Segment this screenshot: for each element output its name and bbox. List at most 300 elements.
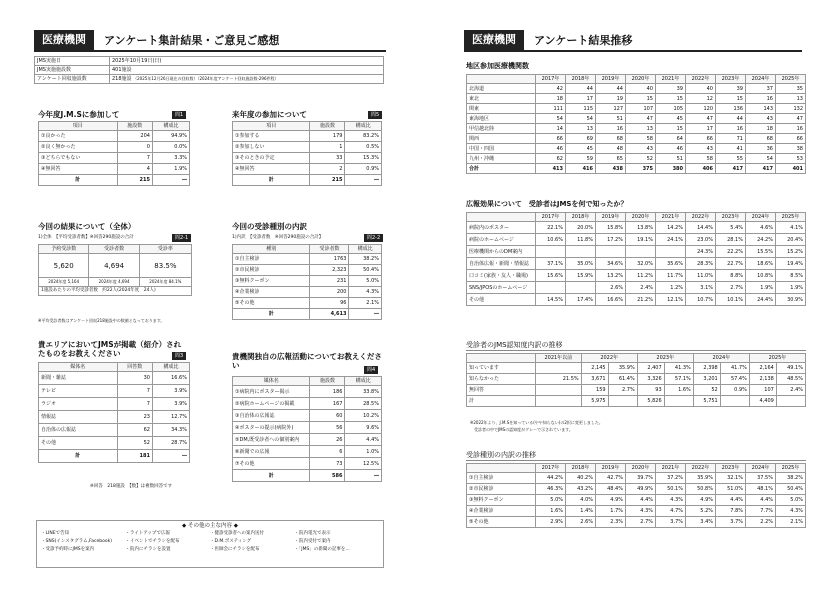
row-value: 8.5% [776, 270, 806, 282]
row-value: 37.5% [746, 473, 776, 484]
row-value: 48.4% [596, 484, 626, 495]
row-value: 15 [626, 94, 656, 104]
row-value: 3,326 [637, 374, 664, 385]
table-row [467, 363, 806, 374]
row-value: 44 [716, 114, 746, 124]
table-row [39, 424, 190, 437]
row-value: 2.4% [776, 385, 805, 396]
row-value: 28.3% [686, 258, 716, 270]
row-label: 無回答 [467, 385, 536, 396]
table-row [233, 153, 382, 164]
row-value: 14 [536, 124, 566, 134]
row-value: 61.4% [608, 374, 637, 385]
row-value: 14.4% [686, 222, 716, 234]
table-row [467, 282, 806, 294]
row-value: 1.9% [152, 164, 189, 175]
row-value: 15.9% [566, 270, 596, 282]
row-label: 計 [467, 396, 536, 407]
row-value: 186 [310, 386, 345, 398]
row-value: 46 [656, 144, 686, 154]
row-value: 4,613 [310, 309, 349, 320]
col-header: 受診者数 [89, 245, 139, 254]
year-header: 2022年 [686, 213, 716, 222]
q3-badge: 問3 [172, 352, 186, 360]
row-value: 38.2% [776, 473, 806, 484]
row-value: 5,751 [693, 396, 720, 407]
table-row [467, 154, 806, 164]
row-value: 13 [776, 94, 806, 104]
other-item: ・イベントでチラシを配布 [125, 539, 180, 544]
row-value: 120 [686, 104, 716, 114]
row-label: ①病院内にポスター掲示 [233, 386, 310, 398]
row-value: 49.1% [776, 363, 805, 374]
table-row [467, 258, 806, 270]
other-item: ・院内にチラシを設置 [125, 547, 171, 552]
row-value: 50.8% [686, 484, 716, 495]
q1-title: 今年度J.M.Sに参加して [38, 110, 120, 119]
row-value: 24.3% [686, 246, 716, 258]
other-item: ・院内受付で案内 [294, 539, 331, 544]
table-row [39, 450, 190, 463]
col-header: 媒体名 [233, 377, 310, 386]
header-tag: 医療機関 [34, 30, 94, 50]
row-value: 54 [566, 114, 596, 124]
row-value: 18 [746, 124, 776, 134]
row-value: 4.9% [686, 495, 716, 506]
row-value: 51.0% [716, 484, 746, 495]
row-value [536, 282, 566, 294]
table-row [39, 164, 190, 175]
other-item: ・D.M.ポスティング [210, 539, 252, 544]
year-header: 2022年 [581, 354, 637, 363]
row-value [536, 246, 566, 258]
table-header-row [233, 377, 382, 386]
row-value: 401 [776, 164, 806, 174]
table-row [467, 517, 806, 528]
table-row [233, 287, 382, 298]
q1-table [38, 121, 190, 186]
row-value: 44.2% [536, 473, 566, 484]
row-value: 181 [117, 450, 152, 463]
table-row [233, 175, 382, 186]
year-header: 2019年 [596, 75, 626, 84]
row-value [536, 363, 582, 374]
info-label: JMS実施日 [35, 57, 110, 66]
q2-1-subtitle: 1)全体 【平均受診者数】※回答290施設の合計 [38, 235, 134, 240]
row-value: 36 [746, 144, 776, 154]
row-value: 0 [117, 142, 152, 153]
row-value: 48.5% [776, 374, 805, 385]
col-header: 施設数 [310, 122, 345, 131]
table-row [467, 396, 806, 407]
row-value: 17.2% [596, 234, 626, 246]
year-header: 2023年 [716, 75, 746, 84]
row-value: 17.4% [566, 294, 596, 306]
table-row [233, 398, 382, 410]
row-label: ①良かった [39, 131, 118, 142]
row-label: ⑤DM,既受診者への個別案内 [233, 434, 310, 446]
row-value: 33.8% [345, 386, 382, 398]
row-value: 37.2% [656, 473, 686, 484]
q5-title: 来年度の参加について [232, 110, 307, 119]
year-header: 2023年 [716, 213, 746, 222]
row-value: 10.2% [345, 410, 382, 422]
row-value: 16.6% [152, 372, 189, 385]
row-value [566, 246, 596, 258]
row-value: 45 [566, 144, 596, 154]
row-value: 37 [746, 84, 776, 94]
row-value: 50.4% [776, 484, 806, 495]
row-value: 96 [310, 298, 349, 309]
table-row [233, 131, 382, 142]
row-value [656, 246, 686, 258]
row-value: 13 [566, 124, 596, 134]
row-label: 計 [233, 175, 310, 186]
row-value: 35.0% [566, 258, 596, 270]
row-value [608, 396, 637, 407]
row-value: 60 [310, 410, 345, 422]
row-value: 35.9% [686, 473, 716, 484]
row-value: 231 [310, 276, 349, 287]
row-value: 15 [656, 94, 686, 104]
row-label: ②市民検診 [467, 484, 536, 495]
other-item: ・健診受診者への案内送付 [210, 531, 264, 536]
table-row [39, 398, 190, 411]
row-value: 1.0% [345, 446, 382, 458]
row-value: 2,407 [637, 363, 664, 374]
table-row [233, 422, 382, 434]
year-header: 2020年 [626, 464, 656, 473]
row-label: 九州・沖縄 [467, 154, 536, 164]
jms-title: 受診者のJMS認知度内訳の推移 [466, 341, 806, 351]
row-value: ― [345, 470, 382, 482]
row-label: ②病院ホームページの掲載 [233, 398, 310, 410]
table-row [39, 131, 190, 142]
row-value: 64 [656, 134, 686, 144]
year-header: 2022年 [686, 464, 716, 473]
info-value-text: 218施設 [112, 76, 132, 82]
col-header: 受診率 [139, 245, 191, 254]
row-label: ④企業検診 [233, 287, 310, 298]
row-value: 93 [637, 385, 664, 396]
q4-table [232, 376, 382, 482]
info-value: 401施設 [110, 66, 384, 75]
row-value: 16 [746, 94, 776, 104]
row-value: 35 [776, 84, 806, 94]
row-value: 105 [656, 104, 686, 114]
row-value: 13.2% [596, 270, 626, 282]
table-row [467, 144, 806, 154]
row-label: ③自治体の広報誌 [233, 410, 310, 422]
row-label: 知っています [467, 363, 536, 374]
row-value: 2,138 [749, 374, 776, 385]
q2-2-title: 今回の受診種別の内訳 [232, 222, 307, 231]
row-value: 20.4% [776, 234, 806, 246]
row-value: 136 [716, 104, 746, 114]
year-header: 2021年以前 [536, 354, 582, 363]
row-value: 417 [746, 164, 776, 174]
row-value: 66 [536, 134, 566, 144]
row-value: 54 [746, 154, 776, 164]
table-header-row [467, 213, 806, 222]
col-header: 構成比 [345, 122, 382, 131]
row-value: 5,826 [637, 396, 664, 407]
other-item: ・院内電光で表示 [294, 531, 331, 536]
row-value: 417 [716, 164, 746, 174]
year-header: 2018年 [566, 464, 596, 473]
row-value: 19.4% [776, 258, 806, 270]
row-value: 1.2% [656, 282, 686, 294]
row-value: 2.7% [716, 282, 746, 294]
row-value: 2.3% [596, 517, 626, 528]
row-label: 口コミ(家族・友人・職場) [467, 270, 536, 282]
row-value: 39 [716, 84, 746, 94]
row-value: 10.1% [716, 294, 746, 306]
row-value: 2.7% [626, 517, 656, 528]
row-value: 5.4% [716, 222, 746, 234]
row-value: 127 [596, 104, 626, 114]
header-title: アンケート結果推移 [534, 34, 633, 47]
year-header: 2024年 [746, 213, 776, 222]
row-value: 21.5% [536, 374, 582, 385]
row-label: 北海道 [467, 84, 536, 94]
row-value: 179 [310, 131, 345, 142]
row-value: 49.9% [626, 484, 656, 495]
row-value: 62 [117, 424, 152, 437]
info-table [34, 56, 384, 84]
row-value: 37.1% [536, 258, 566, 270]
row-value: 12.7% [152, 411, 189, 424]
info-label: アンケート回収施設数 [35, 75, 110, 84]
q3-table [38, 362, 190, 463]
col-header: 媒体名 [39, 363, 118, 372]
row-value: 4.9% [596, 495, 626, 506]
left-header [34, 30, 386, 52]
row-label: 知らなかった [467, 374, 536, 385]
table-row [467, 114, 806, 124]
row-value: 2,398 [693, 363, 720, 374]
row-value: 1763 [310, 254, 349, 265]
q2-2-badge: 問2-2 [364, 234, 383, 242]
table-row [467, 374, 806, 385]
other-column [210, 530, 295, 554]
row-label: 東北 [467, 94, 536, 104]
row-value: 215 [310, 175, 345, 186]
row-value: 3.1% [686, 282, 716, 294]
row-value: 19 [596, 94, 626, 104]
row-value: 94.9% [152, 131, 189, 142]
row-label: ③無料クーポン [233, 276, 310, 287]
row-value [566, 282, 596, 294]
row-value: 8.8% [716, 270, 746, 282]
year-header: 2024年 [693, 354, 749, 363]
year-header: 2018年 [566, 75, 596, 84]
row-label: ②良く無かった [39, 142, 118, 153]
other-title: ◆ その他の主な内容 ◆ [182, 523, 238, 529]
row-value: 1.4% [566, 506, 596, 517]
info-label: JMS実施施設数 [35, 66, 110, 75]
row-value: 9.6% [345, 422, 382, 434]
row-value: 111 [536, 104, 566, 114]
row-value: 35.6% [656, 258, 686, 270]
row-value: 13 [626, 124, 656, 134]
table-row [467, 385, 806, 396]
row-value: 7 [117, 385, 152, 398]
row-value: 52 [626, 154, 656, 164]
row-value: 406 [686, 164, 716, 174]
table-row [467, 246, 806, 258]
row-label: 情報誌 [39, 411, 118, 424]
row-value: 380 [656, 164, 686, 174]
row-value: 42.7% [596, 473, 626, 484]
row-value: 2.2% [746, 517, 776, 528]
row-label: テレビ [39, 385, 118, 398]
row-value: 6 [310, 446, 345, 458]
other-column [126, 530, 211, 554]
right-page [420, 0, 840, 594]
table-row [467, 294, 806, 306]
jms-table [466, 353, 806, 407]
type-table [466, 463, 806, 528]
year-header: 2024年 [746, 75, 776, 84]
info-note: （2025年12月26日現在の回収数）（2024年度アンケート回収施設数-296件程） [133, 76, 279, 81]
row-value: 26 [310, 434, 345, 446]
row-value: 0.0% [152, 142, 189, 153]
corner-cell [467, 464, 536, 473]
row-value: 21.2% [626, 294, 656, 306]
row-label: ⑦その他 [233, 458, 310, 470]
table-row [467, 473, 806, 484]
compare-value: 2024年度 84.1% [139, 278, 191, 287]
row-value: 28.1% [716, 234, 746, 246]
row-value: 66 [776, 134, 806, 144]
row-label: ②市民検診 [233, 265, 310, 276]
row-value: 22.2% [716, 246, 746, 258]
avg-per-facility: 1施設あたりの平均受診者数 約22人(2024年度 24人) [39, 287, 192, 296]
other-column [295, 530, 380, 554]
row-value: 15.5% [746, 246, 776, 258]
row-value: 5,975 [581, 396, 608, 407]
row-value: 22.1% [536, 222, 566, 234]
row-value: 15.3% [345, 153, 382, 164]
table-row [467, 234, 806, 246]
row-value: 0.9% [345, 164, 382, 175]
other-item: ・受診予約時にJMSを案内 [41, 547, 95, 552]
row-label: ①自主検診 [233, 254, 310, 265]
year-header: 2022年 [686, 75, 716, 84]
row-value: 47 [776, 114, 806, 124]
row-value: 11.8% [566, 234, 596, 246]
row-value: 4.4% [746, 495, 776, 506]
table-row [233, 434, 382, 446]
row-value: 24.2% [746, 234, 776, 246]
compare-value: 2024年度 4,694 [89, 278, 139, 287]
row-value: 16 [716, 124, 746, 134]
table-row [39, 411, 190, 424]
header-tag: 医療機関 [464, 30, 524, 50]
right-header [464, 30, 802, 52]
table-row [233, 410, 382, 422]
row-value: 17 [686, 124, 716, 134]
table-row [39, 153, 190, 164]
row-value: 43 [626, 144, 656, 154]
row-value [720, 396, 749, 407]
col-header: 構成比 [152, 122, 189, 131]
table-row [39, 372, 190, 385]
row-value: 44 [596, 84, 626, 94]
row-value: 17 [566, 94, 596, 104]
other-item: ・「JMS」の新聞の記事を… [294, 547, 350, 552]
row-value: 45 [656, 114, 686, 124]
row-value: 375 [626, 164, 656, 174]
table-header-row [39, 122, 190, 131]
row-value: 4.4% [626, 495, 656, 506]
row-value: 4.4% [345, 434, 382, 446]
row-value: ― [345, 175, 382, 186]
other-item: ・SNS(インスタグラム,Facebook) [41, 539, 112, 544]
row-value: 3.3% [152, 153, 189, 164]
row-value: 4.0% [566, 495, 596, 506]
row-value: 15.6% [536, 270, 566, 282]
corner-cell [467, 354, 536, 363]
table-row [467, 164, 806, 174]
row-value: 1.6% [536, 506, 566, 517]
row-value: 47 [686, 114, 716, 124]
row-value: 416 [566, 164, 596, 174]
other-box [36, 520, 384, 568]
row-value: 24.4% [746, 294, 776, 306]
row-label: 計 [39, 175, 118, 186]
row-value: 1.7% [596, 506, 626, 517]
table-row [233, 276, 382, 287]
row-label: ②参加しない [233, 142, 310, 153]
row-value: 115 [566, 104, 596, 114]
year-header: 2019年 [596, 464, 626, 473]
row-value: 3.4% [686, 517, 716, 528]
corner-cell [467, 213, 536, 222]
table-row [233, 446, 382, 458]
table-row [467, 104, 806, 114]
year-header: 2019年 [596, 213, 626, 222]
row-value: 59 [566, 154, 596, 164]
row-label: 自治体の広報誌 [39, 424, 118, 437]
row-value: 3,671 [581, 374, 608, 385]
row-label: 計 [233, 470, 310, 482]
row-value: 0.9% [720, 385, 749, 396]
row-value: 4.6% [746, 222, 776, 234]
q5-badge: 問5 [368, 111, 382, 119]
row-label: 甲信越北陸 [467, 124, 536, 134]
year-header: 2025年 [776, 464, 806, 473]
row-value: 3,201 [693, 374, 720, 385]
row-value: 4.4% [716, 495, 746, 506]
info-row [35, 75, 384, 84]
year-header: 2018年 [566, 213, 596, 222]
row-value: 66 [686, 134, 716, 144]
row-value: 71 [716, 134, 746, 144]
col-header: 構成比 [349, 245, 382, 254]
row-value: 51 [656, 154, 686, 164]
row-value: 3.7% [716, 517, 746, 528]
row-value: 3.9% [152, 398, 189, 411]
table-row [233, 458, 382, 470]
row-value: 47 [626, 114, 656, 124]
table-row [467, 495, 806, 506]
table-row [233, 254, 382, 265]
row-value: 58 [686, 154, 716, 164]
row-value: 4.3% [656, 495, 686, 506]
row-value: 57.4% [720, 374, 749, 385]
